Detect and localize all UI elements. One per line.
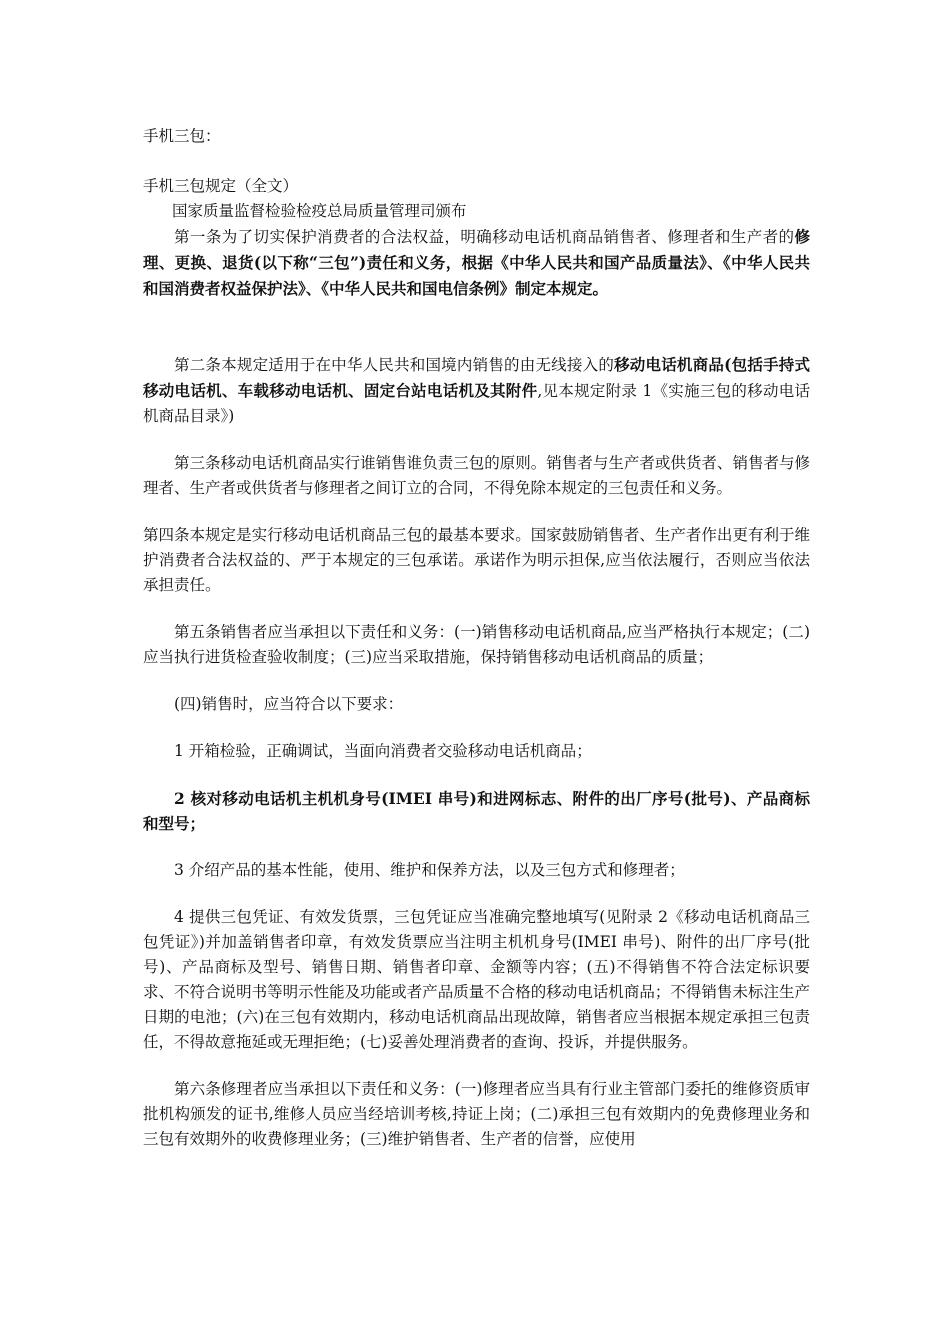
article-2-plain-2: ,见本规定附录 1《实施三包的移动电话机商品目录》) — [143, 382, 810, 425]
list-item-1: 1 开箱检验，正确调试，当面向消费者交验移动电话机商品； — [174, 742, 592, 760]
article-5-item-4: (四)销售时，应当符合以下要求： — [174, 695, 404, 713]
doc-subtitle: 手机三包规定（全文） — [143, 177, 299, 195]
article-2-bold: 移动电话机商品(包括手持式移动电话机、车载移动电话机、固定台站电话机及其附件 — [143, 355, 810, 400]
article-1-bold: 修理、更换、退货(以下称“三包”)责任和义务，根据《中华人民共和国产品质量法》、《中华人民共和国消费者权益保护法》、《中华人民共和国电信条例》制定本规定。 — [143, 227, 810, 298]
list-item-4: 4 提供三包凭证、有效发货票，三包凭证应当准确完整地填写(见附录 2《移动电话机商品三包凭证》)并加盖销售者印章，有效发货票应当注明主机机身号(IMEI 串号)、附件的出厂序号(批号)、产品商标及型号、销售日期、销售者印章、金额等内容；(五)不得销售不符合法定标识要求、不符合说明书等明示性能及功能或者产品质量不合格的移动电话机商品；不得销售未标注生产日期的电池；(六)在三包有效期内，移动电话机商品出现故障，销售者应当根据本规定承担三包责任，不得故意拖延或无理拒绝；(七)妥善处理消费者的查询、投诉，并提供服务。 — [143, 908, 810, 1051]
article-1-plain: 第一条为了切实保护消费者的合法权益，明确移动电话机商品销售者、修理者和生产者的 — [174, 228, 795, 246]
list-item-3: 3 介绍产品的基本性能，使用、维护和保养方法，以及三包方式和修理者； — [174, 861, 685, 879]
article-5: 第五条销售者应当承担以下责任和义务：(一)销售移动电话机商品,应当严格执行本规定；(二)应当执行进货检查验收制度；(三)应当采取措施，保持销售移动电话机商品的质量； — [143, 623, 810, 666]
article-1 — [143, 224, 810, 302]
article-2 — [143, 352, 810, 429]
doc-heading: 手机三包： — [143, 127, 221, 145]
article-2-plain-1: 第二条本规定适用于在中华人民共和国境内销售的由无线接入的 — [174, 356, 615, 374]
article-6: 第六条修理者应当承担以下责任和义务：(一)修理者应当具有行业主管部门委托的维修资质审批机构颁发的证书,维修人员应当经培训考核,持证上岗；(二)承担三包有效期内的免费修理业务和三包有效期外的收费修理业务；(三)维护销售者、生产者的信誉，应使用 — [143, 1080, 810, 1148]
doc-issuer: 国家质量监督检验检疫总局质量管理司颁布 — [172, 202, 467, 220]
article-3: 第三条移动电话机商品实行谁销售谁负责三包的原则。销售者与生产者或供货者、销售者与修理者、生产者或供货者与修理者之间订立的合同，不得免除本规定的三包责任和义务。 — [143, 454, 810, 497]
article-4: 第四条本规定是实行移动电话机商品三包的最基本要求。国家鼓励销售者、生产者作出更有利于维护消费者合法权益的、严于本规定的三包承诺。承诺作为明示担保,应当依法履行，否则应当依法承担责任。 — [143, 526, 810, 594]
list-item-2: 2 核对移动电话机主机机身号(IMEI 串号)和进网标志、附件的出厂序号(批号)、产品商标和型号； — [143, 789, 810, 833]
